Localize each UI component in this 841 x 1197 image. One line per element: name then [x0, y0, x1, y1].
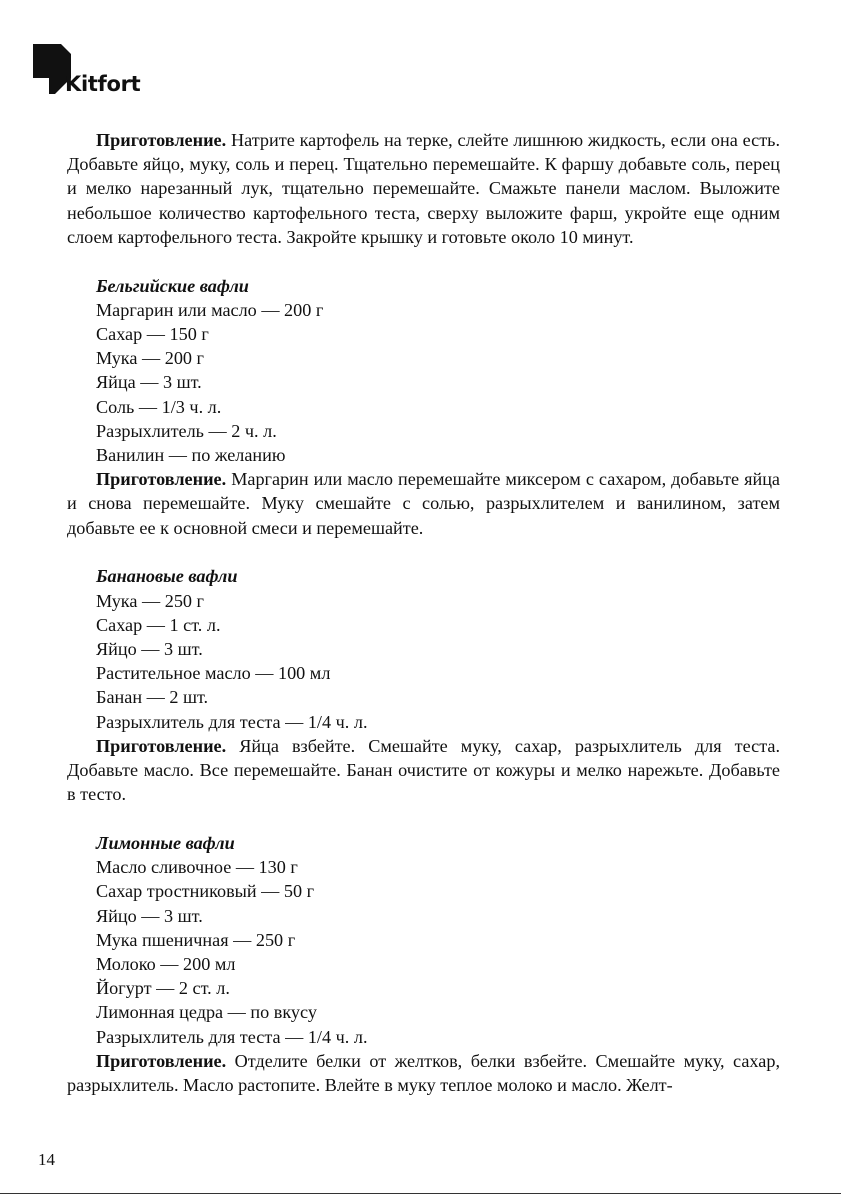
ingredient-item: Сахар — 1 ст. л. — [96, 614, 221, 635]
prep-label: Приготовление. — [96, 735, 227, 756]
recipe-title: Лимонные вафли — [96, 833, 235, 854]
ingredient-item: Маргарин или масло — 200 г — [96, 299, 324, 320]
ingredient-item: Сахар — 150 г — [96, 324, 209, 345]
prep-label: Приготовление. — [96, 469, 227, 490]
ingredient-item: Яйцо — 3 шт. — [96, 905, 203, 926]
ingredient-item: Растительное масло — 100 мл — [96, 663, 331, 684]
ingredient-item: Разрыхлитель для теста — 1/4 ч. л. — [96, 1026, 368, 1047]
ingredient-item: Мука — 250 г — [96, 590, 205, 611]
prep-text: Отделите белки от желтков, белки взбейте. Смешайте муку, сахар, разрыхлитель. Масло растопите. Влейте в муку теплое молоко и масло. Желт- — [67, 1050, 780, 1096]
ingredient-item: Соль — 1/3 ч. л. — [96, 396, 222, 417]
ingredient-item: Яйцо — 3 шт. — [96, 639, 203, 660]
ingredient-item: Разрыхлитель для теста — 1/4 ч. л. — [96, 711, 368, 732]
ingredient-item: Мука пшеничная — 250 г — [96, 929, 296, 950]
recipe-belgian-waffles — [67, 274, 780, 540]
recipe-title: Банановые вафли — [96, 566, 238, 587]
ingredient-item: Мука — 200 г — [96, 348, 205, 369]
ingredient-item: Яйца — 3 шт. — [96, 372, 202, 393]
ingredient-item: Молоко — 200 мл — [96, 954, 236, 975]
prep-label: Приготовление. — [96, 130, 227, 150]
ingredient-item: Лимонная цедра — по вкусу — [96, 1002, 317, 1023]
recipe-lemon-waffles — [67, 831, 780, 1097]
ingredient-item: Масло сливочное — 130 г — [96, 857, 298, 878]
recipe-banana-waffles — [67, 564, 780, 806]
ingredient-item: Ванилин — по желанию — [96, 445, 286, 466]
brand-name: Kitfort — [65, 72, 141, 96]
recipe-title: Бельгийские вафли — [96, 275, 249, 296]
ingredient-item: Банан — 2 шт. — [96, 687, 209, 708]
page-bottom-rule — [0, 1193, 841, 1194]
ingredient-item: Разрыхлитель — 2 ч. л. — [96, 420, 277, 441]
ingredient-item: Йогурт — 2 ст. л. — [96, 978, 230, 999]
prep-text: Яйца взбейте. Смешайте муку, сахар, разрыхлитель для теста. Добавьте масло. Все перемешайте. Банан очистите от кожуры и мелко нарежьте. Добавьте в тесто. — [67, 735, 780, 805]
recipe-preparation — [67, 734, 780, 807]
prep-label: Приготовление. — [96, 1050, 227, 1071]
page-number: 14 — [38, 1150, 55, 1169]
recipe-preparation — [67, 1049, 780, 1097]
prep-text: Натрите картофель на терке, слейте лишнюю жидкость, если она есть. Добавьте яйцо, муку, соль и перец. Тщательно перемешайте. К фаршу добавьте соль, перец и мелко нарезанный лук, тщательно перемешайте. Смажьте панели маслом. Выложите небольшое количество картофельного теста, сверху выложите фарш, укройте еще одним слоем картофельного теста. Закройте крышку и готовьте около 10 минут. — [67, 130, 780, 247]
recipe-preparation — [67, 467, 780, 540]
prep-text: Маргарин или масло перемешайте миксером с сахаром, добавьте яйца и снова перемешайте. Муку смешайте с солью, разрыхлителем и ванилином, затем добавьте ее к основной смеси и перемешайте. — [67, 469, 780, 538]
page-content — [67, 128, 780, 1097]
ingredient-item: Сахар тростниковый — 50 г — [96, 881, 315, 902]
intro-paragraph — [67, 128, 780, 249]
